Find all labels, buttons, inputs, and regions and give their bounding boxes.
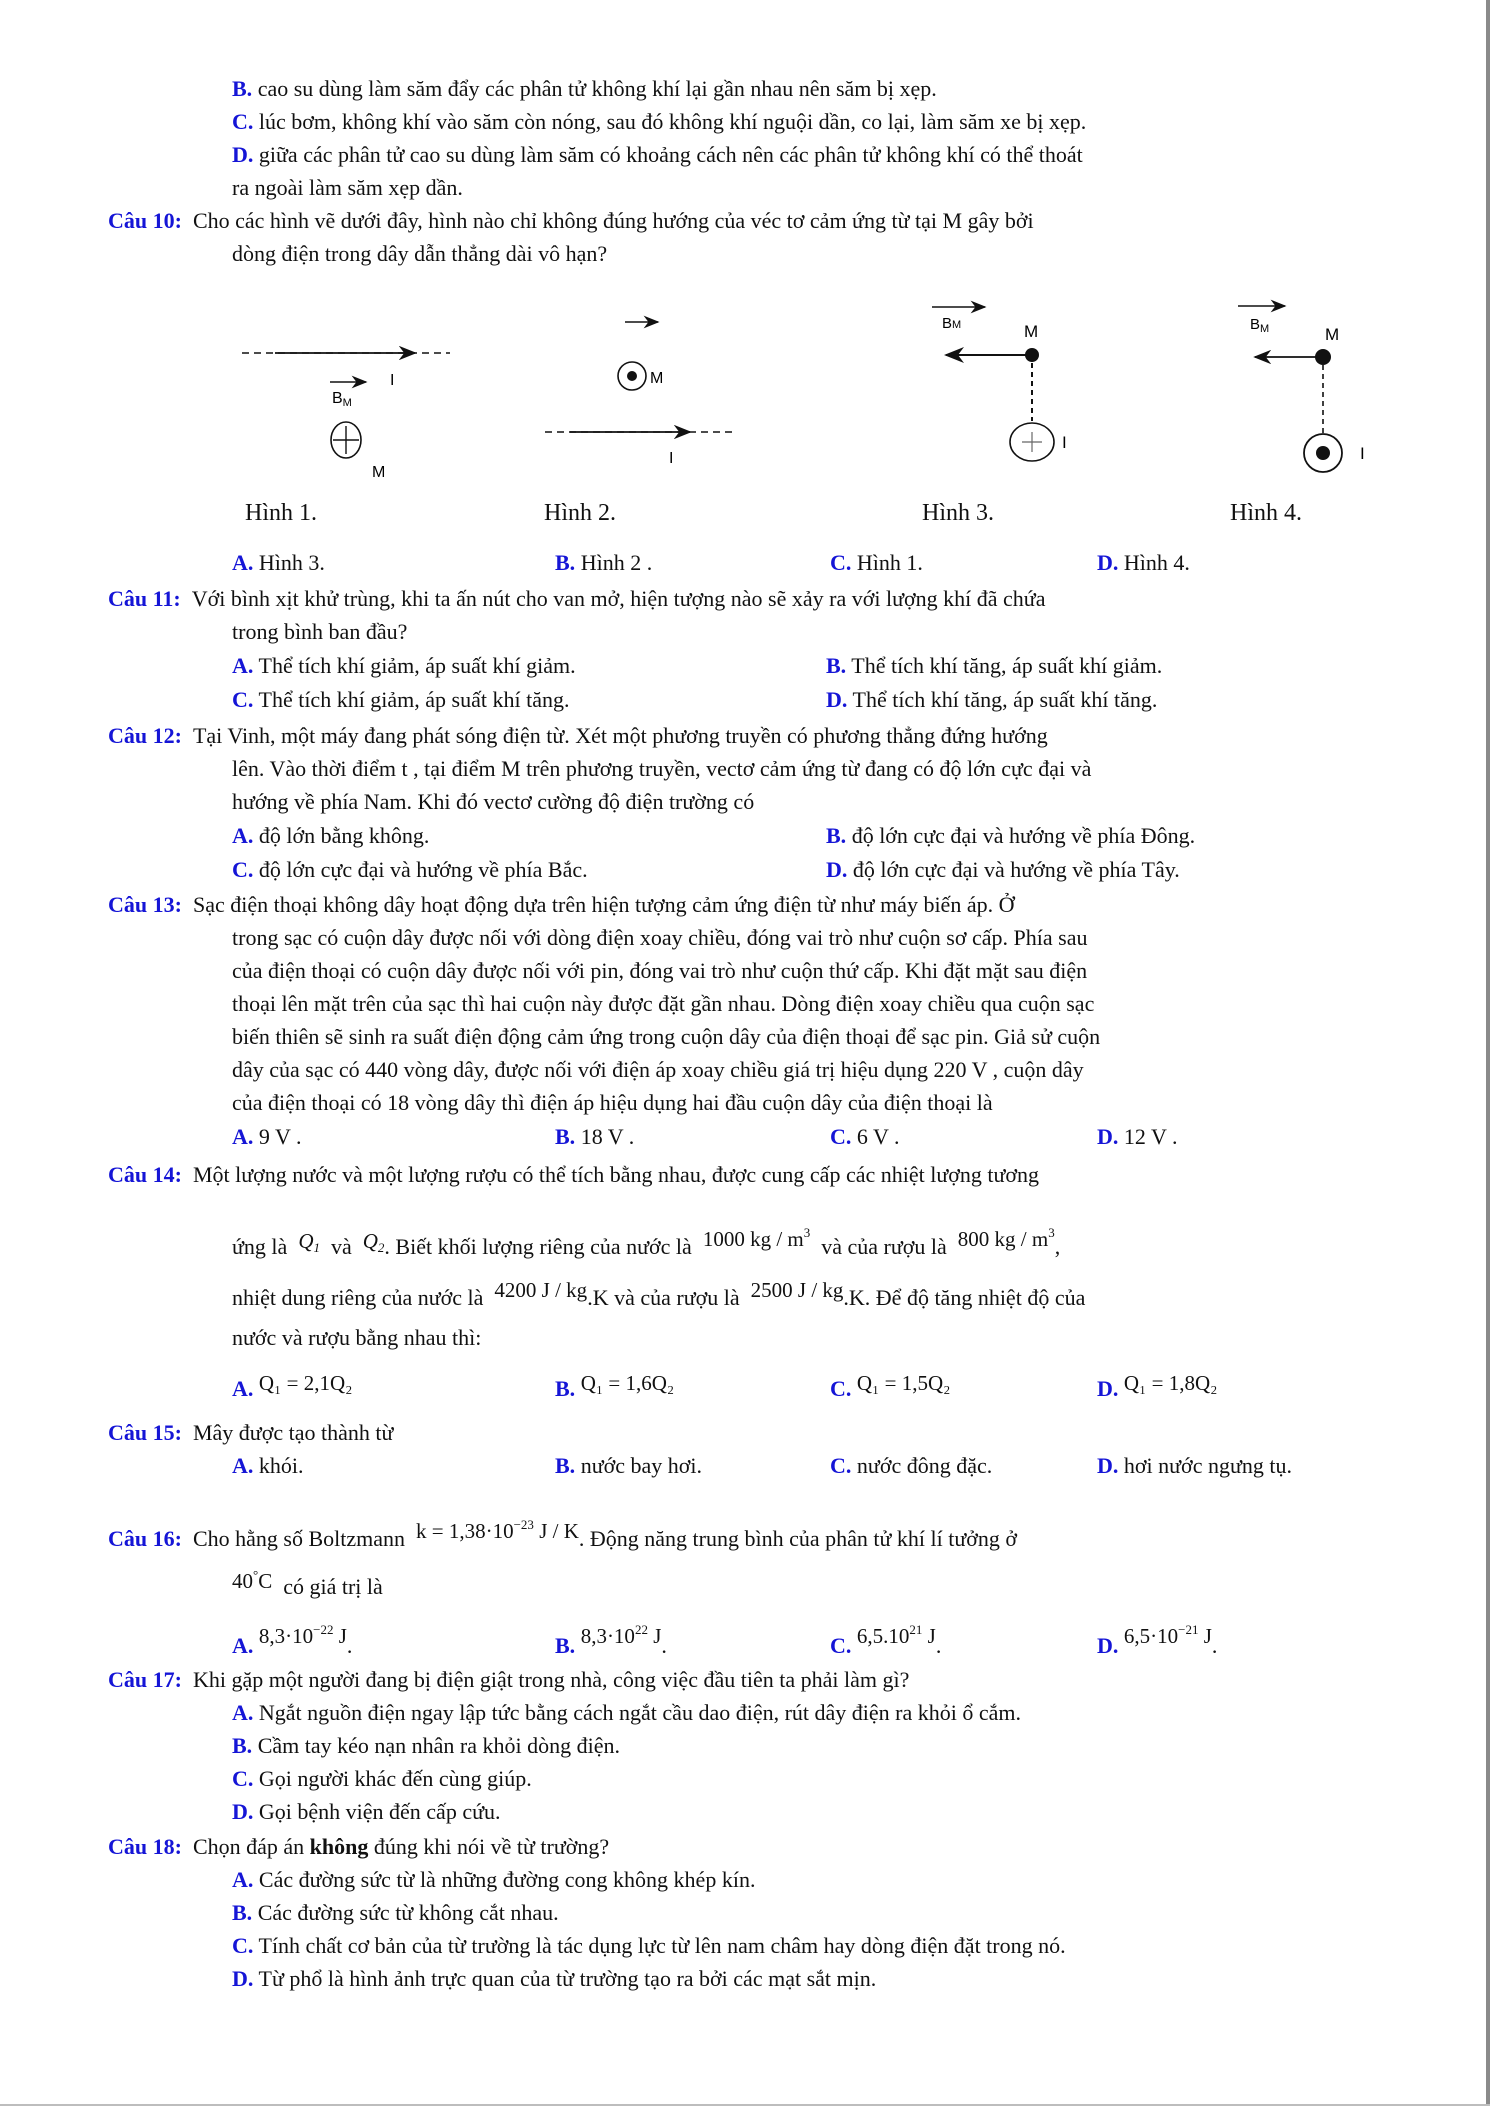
q13-option-c: C. 6 V .: [830, 1124, 900, 1149]
figure-4-caption: Hình 4.: [1230, 500, 1302, 526]
q2-symbol: $Q_2$: [362, 1229, 385, 1255]
boltzmann-constant: $k = 1,38\cdot 10^{-23}$ J / K: [416, 1517, 579, 1543]
page-right-border: [1486, 0, 1490, 2106]
question-text-cont: thoại lên mặt trên của sạc thì hai cuộn này được đặt gần nhau. Dòng điện xoay chiều qua cuộn sạc: [232, 991, 1095, 1016]
q1-symbol: $Q_1$: [298, 1229, 320, 1255]
q12-option-b: B. độ lớn cực đại và hướng về phía Đông.: [826, 823, 1196, 848]
question-text-cont: biến thiên sẽ sinh ra suất điện động cảm ứng trong cuộn dây của điện thoại để sạc pin. Giả sử cuộn: [232, 1024, 1101, 1049]
figure-1-caption: Hình 1.: [245, 500, 317, 526]
q9-option-b: [232, 74, 937, 104]
q14-option-b: B. Q₁ = 1,6Q₂: [555, 1371, 675, 1401]
q13-option-d: D. 12 V .: [1097, 1124, 1178, 1149]
point-label: M: [1325, 325, 1340, 344]
q14-line2: ứng là $Q_1$ và $Q_2$. Biết khối lượng riêng của nước là 1000 kg / $m^3$ và của rượu là 800 kg / $m^3$,: [232, 1225, 1061, 1259]
q12-option-d: D. độ lớn cực đại và hướng về phía Tây.: [826, 857, 1180, 882]
b-vector-label: BM: [942, 315, 962, 332]
q12-option-c: C. độ lớn cực đại và hướng về phía Bắc.: [232, 857, 588, 882]
water-density: 1000 kg / $m^3$: [702, 1225, 811, 1251]
q9-option-c: [232, 107, 1086, 137]
question-text-cont: của điện thoại có 18 vòng dây thì điện áp hiệu dụng hai đầu cuộn dây của điện thoại là: [232, 1090, 993, 1115]
question-10: [108, 206, 1034, 236]
q11-option-b: B. Thể tích khí tăng, áp suất khí giảm.: [826, 653, 1163, 678]
q16-option-a: A. $8,3\cdot 10^{-22}$ J.: [232, 1622, 353, 1658]
question-17: Câu 17: Khi gặp một người đang bị điện giật trong nhà, công việc đầu tiên ta phải làm gì?: [108, 1667, 910, 1692]
b-vector-label: BM: [332, 390, 352, 409]
q13-option-a: A. 9 V .: [232, 1124, 302, 1149]
question-text-cont: trong bình ban đầu?: [232, 619, 408, 644]
question-13: Câu 13: Sạc điện thoại không dây hoạt động dựa trên hiện tượng cảm ứng điện từ như máy biến áp. Ở: [108, 892, 1015, 917]
point-label: M: [1024, 322, 1039, 341]
q10-option-b: B. Hình 2 .: [555, 550, 653, 575]
question-text-cont: trong sạc có cuộn dây được nối với dòng điện xoay chiều, đóng vai trò như cuộn sơ cấp. Phía sau: [232, 925, 1088, 950]
question-text-cont: dây của sạc có 440 vòng dây, được nối với điện áp xoay chiều giá trị hiệu dụng 220 V , cuộn dây: [232, 1057, 1084, 1082]
q15-option-a: A. khói.: [232, 1453, 304, 1478]
option-text: cao su dùng làm săm đẩy các phân tử không khí lại gần nhau nên săm bị xẹp.: [257, 76, 937, 101]
q16-option-b: B. $8,3\cdot 10^{22}$ J.: [555, 1622, 667, 1658]
question-text-cont: hướng về phía Nam. Khi đó vectơ cường độ điện trường có: [232, 789, 755, 814]
figure-1: [242, 353, 450, 481]
q11-option-a: A. Thể tích khí giảm, áp suất khí giảm.: [232, 653, 576, 678]
question-text: Cho các hình vẽ dưới đây, hình nào chỉ không đúng hướng của véc tơ cảm ứng từ tại M gây bởi: [192, 208, 1034, 233]
q18-option-a: A. Các đường sức từ là những đường cong không khép kín.: [232, 1867, 756, 1892]
q16-line2: 40°C có giá trị là: [232, 1567, 383, 1599]
question-14: Câu 14: Một lượng nước và một lượng rượu có thể tích bằng nhau, được cung cấp các nhiệt lượng tương: [108, 1162, 1040, 1187]
question-12: Câu 12: Tại Vinh, một máy đang phát sóng điện từ. Xét một phương truyền có phương thẳng đứng hướng: [108, 723, 1048, 748]
q17-option-b: B. Cầm tay kéo nạn nhân ra khỏi dòng điện.: [232, 1733, 620, 1758]
q14-option-c: C. Q₁ = 1,5Q₂: [830, 1371, 951, 1401]
q17-option-a: A. Ngắt nguồn điện ngay lập tức bằng cách ngắt cầu dao điện, rút dây điện ra khỏi ổ cắm.: [232, 1700, 1022, 1725]
option-text: giữa các phân tử cao su dùng làm săm có khoảng cách nên các phân tử không khí có thể thoát: [258, 142, 1083, 167]
q15-option-d: D. hơi nước ngưng tụ.: [1097, 1453, 1292, 1478]
point-label: M: [650, 370, 664, 387]
option-letter: C.: [232, 109, 254, 134]
question-text-cont: của điện thoại có cuộn dây được nối với pin, đóng vai trò như cuộn thứ cấp. Khi đặt mặt sau điện: [232, 958, 1088, 983]
question-text-cont: dòng điện trong dây dẫn thẳng dài vô hạn?: [232, 241, 608, 266]
q10-option-d: D. Hình 4.: [1097, 550, 1190, 575]
q14-option-d: D. Q₁ = 1,8Q₂: [1097, 1371, 1218, 1401]
option-letter: D.: [232, 142, 254, 167]
question-label: Câu 10:: [108, 208, 182, 233]
q15-option-b: B. nước bay hơi.: [555, 1453, 703, 1478]
q15-option-c: C. nước đông đặc.: [830, 1453, 993, 1478]
option-letter: B.: [232, 76, 253, 101]
q16-option-d: D. $6,5\cdot 10^{-21}$ J.: [1097, 1622, 1218, 1658]
q12-option-a: A. độ lớn bằng không.: [232, 823, 430, 848]
question-text-cont: nước và rượu bằng nhau thì:: [232, 1325, 482, 1350]
q9-option-d: [232, 140, 1083, 170]
current-label: I: [1062, 433, 1067, 452]
figure-3-caption: Hình 3.: [922, 500, 994, 526]
question-16: Câu 16: Cho hằng số Boltzmann $k = 1,38\cdot 10^{-23}$ J / K. Động năng trung bình của phân tử khí lí tưởng ở: [108, 1517, 1018, 1551]
b-vector-label: $B_M$: [1250, 316, 1270, 335]
alcohol-density: 800 kg / $m^3$: [957, 1225, 1055, 1251]
alcohol-specific-heat: 2500 J / kg: [750, 1278, 844, 1302]
q11-option-d: D. Thể tích khí tăng, áp suất khí tăng.: [826, 687, 1158, 712]
q18-option-d: D. Từ phổ là hình ảnh trực quan của từ trường tạo ra bởi các mạt sắt mịn.: [232, 1966, 877, 1991]
q18-option-b: B. Các đường sức từ không cắt nhau.: [232, 1900, 559, 1925]
figure-3: [932, 307, 1067, 461]
q10-option-a: A. Hình 3.: [232, 550, 325, 575]
q14-option-a: A. Q₁ = 2,1Q₂: [232, 1371, 353, 1401]
water-specific-heat: 4200 J / kg: [494, 1278, 588, 1302]
current-label: I: [669, 450, 674, 467]
q14-line3: nhiệt dung riêng của nước là 4200 J / kg.K và của rượu là 2500 J / kg.K. Để độ tăng nhiệt độ của: [232, 1278, 1086, 1310]
point-m: [1315, 349, 1331, 365]
q17-option-d: D. Gọi bệnh viện đến cấp cứu.: [232, 1799, 501, 1824]
question-text-cont: lên. Vào thời điểm t , tại điểm M trên phương truyền, vectơ cảm ứng từ đang có độ lớn cực đại và: [232, 756, 1092, 781]
figures-q10: [220, 285, 1400, 485]
figure-2-caption: Hình 2.: [544, 500, 616, 526]
q10-option-c: C. Hình 1.: [830, 550, 923, 575]
option-text: lúc bơm, không khí vào săm còn nóng, sau đó không khí nguội dần, co lại, làm săm xe bị xẹp.: [258, 109, 1087, 134]
q17-option-c: C. Gọi người khác đến cùng giúp.: [232, 1766, 532, 1791]
q9-option-d-cont: ra ngoài làm săm xẹp dần.: [232, 175, 463, 200]
current-label: I: [390, 372, 395, 389]
point-label: M: [372, 464, 386, 481]
question-15: Câu 15: Mây được tạo thành từ: [108, 1420, 394, 1445]
q11-option-c: C. Thể tích khí giảm, áp suất khí tăng.: [232, 687, 570, 712]
q13-option-b: B. 18 V .: [555, 1124, 635, 1149]
question-18: Câu 18: Chọn đáp án không đúng khi nói về từ trường?: [108, 1834, 610, 1859]
figure-4: [1238, 306, 1365, 472]
temperature: 40°C: [232, 1567, 273, 1593]
current-label: I: [1360, 444, 1365, 463]
q16-option-c: C. 6,5.10$^{21}$ J.: [830, 1622, 942, 1658]
figure-2: [545, 322, 735, 467]
q18-option-c: C. Tính chất cơ bản của từ trường là tác dụng lực từ lên nam châm hay dòng điện đặt trong nó.: [232, 1933, 1066, 1958]
point-m: [1025, 348, 1039, 362]
question-11: Câu 11: Với bình xịt khử trùng, khi ta ấn nút cho van mở, hiện tượng nào sẽ xảy ra với lượng khí đã chứa: [108, 586, 1046, 611]
